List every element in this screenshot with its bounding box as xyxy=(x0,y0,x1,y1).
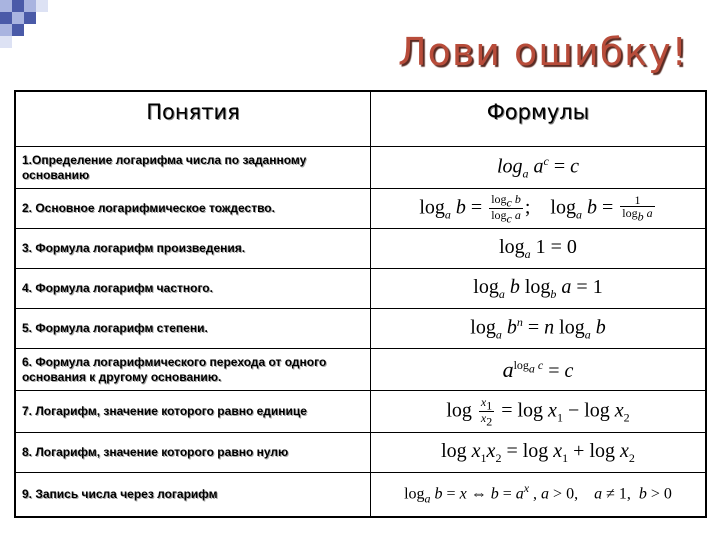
formulas-header: Формулы xyxy=(371,91,707,147)
concept-cell: 4. Формула логарифм частного. xyxy=(15,269,371,309)
concepts-header: Понятия xyxy=(15,91,371,147)
table-row xyxy=(15,229,706,269)
table-header-row xyxy=(15,91,706,147)
table-row xyxy=(15,189,706,229)
formula-cell: $\log_a b$ = $\frac{\log_c b}{\log_c a}$ ; $\log_a b$ = $\frac{1}{\log_b a}$ xyxy=(371,189,707,229)
formula-cell: $\log_a b^n = n$ $\log_a b$ xyxy=(371,309,707,349)
formula-cell: $\log_a b$ $\log_b a = 1$ xyxy=(371,269,707,309)
concept-cell: 2. Основное логарифмическое тождество. xyxy=(15,189,371,229)
formula-cell: $a^{log_a c} = c$ xyxy=(371,349,707,391)
concept-cell: 1.Определение логарифма числа по заданному основанию xyxy=(15,147,371,189)
table-row xyxy=(15,269,706,309)
formulas-table xyxy=(14,90,707,518)
concept-cell: 3. Формула логарифм произведения. xyxy=(15,229,371,269)
formula-cell: $\log_a 1 = 0$ xyxy=(371,229,707,269)
formula-cell: log $\frac{x_1}{x_2}$ = $\log x_1 - \log x_2$ xyxy=(371,391,707,433)
concept-cell: 6. Формула логарифмического перехода от одного основания к другому основанию. xyxy=(15,349,371,391)
formula-cell: $\log_a b = x$ ⇔ $b = a^x$ , a > 0, a ≠ 1, b > 0 xyxy=(371,473,707,517)
table-row xyxy=(15,473,706,517)
concept-cell: 7. Логарифм, значение которого равно единице xyxy=(15,391,371,433)
table-row xyxy=(15,433,706,473)
corner-decoration xyxy=(0,0,60,50)
concept-cell: 8. Логарифм, значение которого равно нулю xyxy=(15,433,371,473)
slide-title: Лови ошибку! xyxy=(398,30,688,74)
formula-cell: $\log_a a^c = c$ xyxy=(371,147,707,189)
table-row xyxy=(15,349,706,391)
table-row xyxy=(15,147,706,189)
concept-cell: 5. Формула логарифм степени. xyxy=(15,309,371,349)
table-row xyxy=(15,391,706,433)
table-row xyxy=(15,309,706,349)
concept-cell: 9. Запись числа через логарифм xyxy=(15,473,371,517)
formula-cell: $\log x_1x_2 = \log x_1 + \log x_2$ xyxy=(371,433,707,473)
